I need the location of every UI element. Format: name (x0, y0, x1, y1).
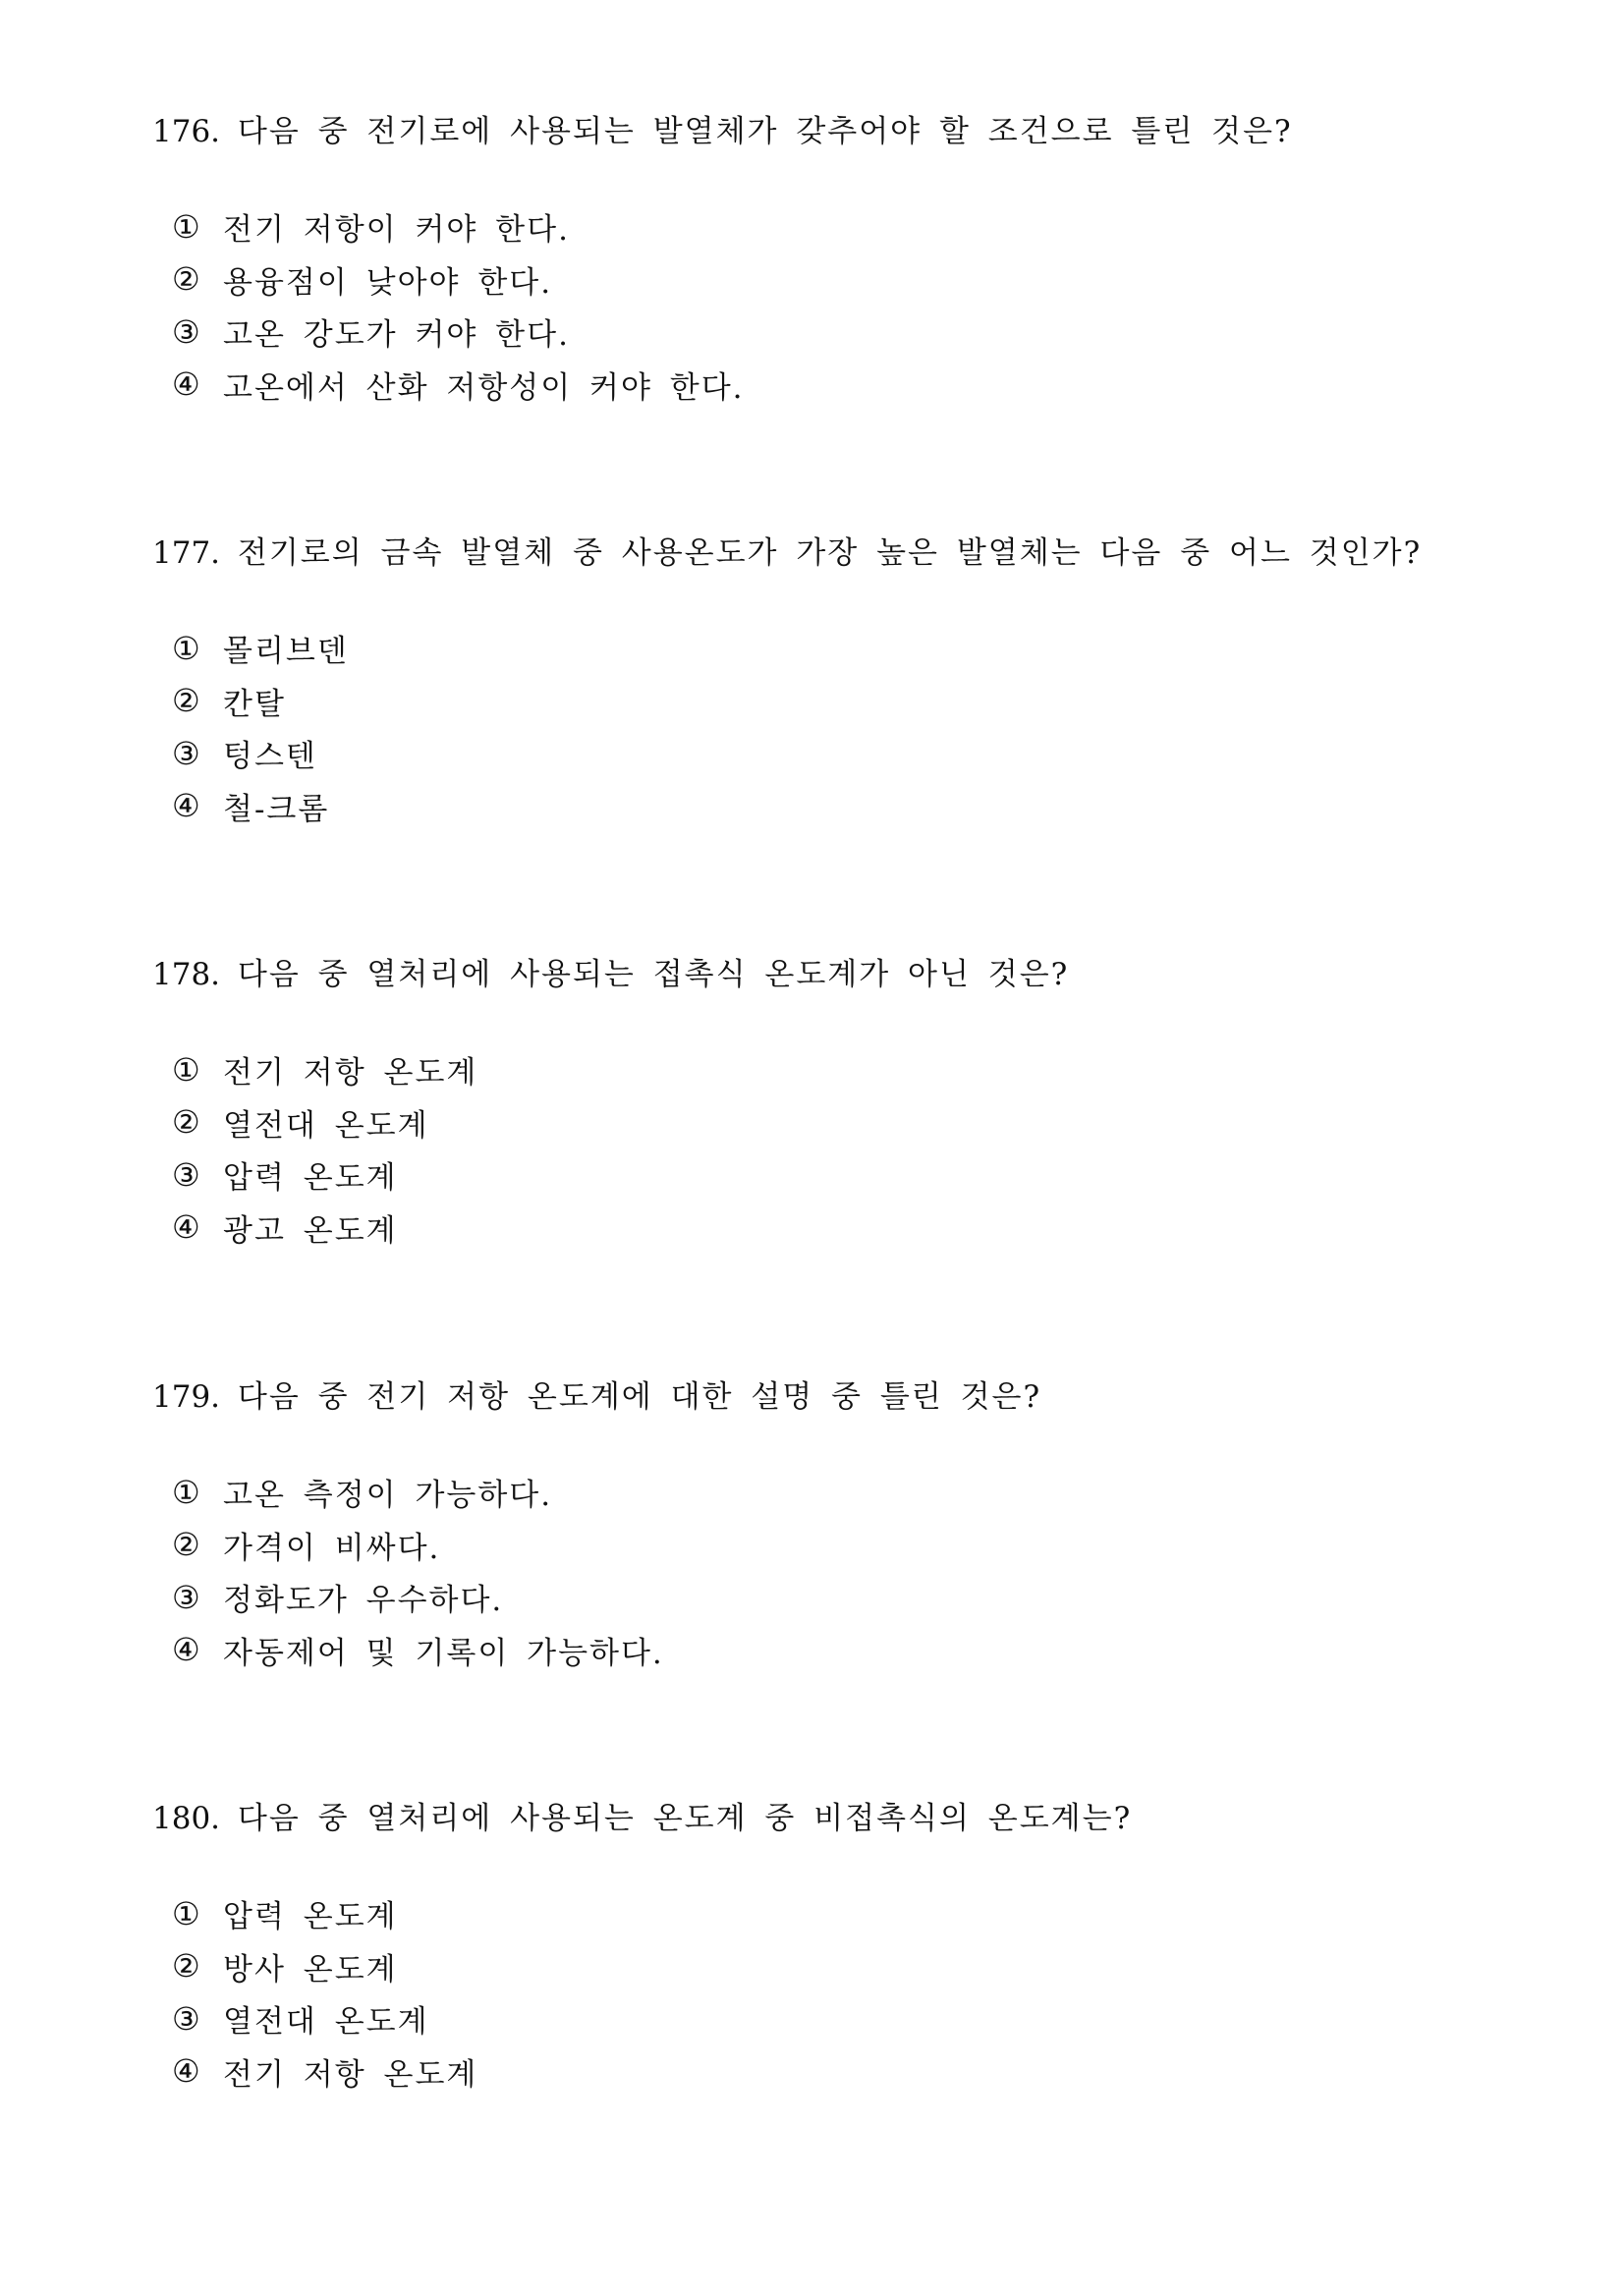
option-marker: ② (172, 682, 200, 720)
option-text: 몰리브덴 (223, 634, 349, 670)
question-180 (152, 1799, 1528, 2098)
option-marker: ③ (172, 734, 200, 772)
option-marker: ② (172, 1526, 200, 1564)
option-text: 전기 저항 온도계 (223, 2056, 478, 2093)
option-1 (172, 622, 1528, 675)
option-marker: ① (172, 629, 200, 667)
option-text: 철-크롬 (223, 791, 330, 827)
option-list (152, 1043, 1528, 1254)
option-text: 압력 온도계 (223, 1160, 398, 1197)
option-marker: ② (172, 1103, 200, 1142)
option-1 (172, 1043, 1528, 1096)
option-text: 고온 강도가 커야 한다. (223, 317, 570, 354)
question-text: 다음 중 전기 저항 온도계에 대한 설명 중 틀린 것은? (237, 1379, 1042, 1415)
question-text: 다음 중 열처리에 사용되는 접촉식 온도계가 아닌 것은? (237, 957, 1070, 992)
option-marker: ④ (172, 1208, 200, 1247)
question-stem (152, 955, 1528, 994)
option-text: 열전대 온도계 (223, 1107, 429, 1144)
question-stem (152, 1377, 1528, 1417)
question-177 (152, 533, 1528, 832)
option-marker: ④ (172, 365, 200, 404)
option-marker: ③ (172, 1999, 200, 2038)
option-4 (172, 780, 1528, 833)
option-list (152, 200, 1528, 411)
question-text: 다음 중 전기로에 사용되는 발열체가 갖추어야 할 조건으로 틀린 것은? (237, 114, 1293, 149)
option-text: 텅스텐 (223, 739, 317, 775)
option-text: 고온에서 산화 저항성이 커야 한다. (223, 369, 745, 406)
option-3 (172, 1148, 1528, 1202)
option-text: 용융점이 낮아야 한다. (223, 264, 553, 301)
option-marker: ① (172, 207, 200, 246)
question-176 (152, 112, 1528, 411)
option-text: 방사 온도계 (223, 1951, 398, 1988)
option-1 (172, 200, 1528, 253)
question-stem (152, 533, 1528, 573)
option-list (152, 1887, 1528, 2098)
question-number: 179. (152, 1379, 221, 1415)
option-1 (172, 1887, 1528, 1940)
option-3 (172, 306, 1528, 359)
option-text: 전기 저항 온도계 (223, 1055, 478, 1092)
option-4 (172, 1202, 1528, 1255)
option-text: 광고 온도계 (223, 1212, 398, 1249)
option-text: 가격이 비싸다. (223, 1530, 441, 1566)
option-2 (172, 1096, 1528, 1149)
option-marker: ② (172, 1947, 200, 1986)
option-2 (172, 1940, 1528, 1993)
option-marker: ① (172, 1473, 200, 1511)
option-3 (172, 727, 1528, 780)
option-text: 자동제어 및 기록이 가능하다. (223, 1635, 664, 1671)
option-marker: ① (172, 1050, 200, 1089)
option-marker: ③ (172, 1578, 200, 1616)
question-number: 177. (152, 535, 221, 571)
option-text: 고온 측정이 가능하다. (223, 1478, 553, 1514)
question-text: 다음 중 열처리에 사용되는 온도계 중 비접촉식의 온도계는? (237, 1801, 1133, 1836)
option-list (152, 1466, 1528, 1676)
option-2 (172, 675, 1528, 728)
option-marker: ③ (172, 312, 200, 351)
option-text: 정화도가 우수하다. (223, 1583, 504, 1619)
question-stem (152, 112, 1528, 151)
option-list (152, 622, 1528, 832)
option-marker: ④ (172, 2052, 200, 2091)
option-marker: ③ (172, 1155, 200, 1194)
option-marker: ④ (172, 1631, 200, 1669)
question-number: 178. (152, 957, 221, 992)
question-number: 176. (152, 114, 221, 149)
option-4 (172, 2045, 1528, 2099)
option-marker: ④ (172, 787, 200, 825)
question-stem (152, 1799, 1528, 1838)
option-4 (172, 1624, 1528, 1677)
option-1 (172, 1466, 1528, 1519)
option-2 (172, 253, 1528, 307)
option-marker: ② (172, 260, 200, 299)
option-3 (172, 1992, 1528, 2045)
question-178 (152, 955, 1528, 1254)
option-3 (172, 1571, 1528, 1624)
option-2 (172, 1519, 1528, 1572)
option-text: 열전대 온도계 (223, 2004, 429, 2041)
question-text: 전기로의 금속 발열체 중 사용온도가 가장 높은 발열체는 다음 중 어느 것인가? (237, 535, 1423, 571)
option-text: 압력 온도계 (223, 1899, 398, 1935)
option-4 (172, 359, 1528, 412)
question-number: 180. (152, 1801, 221, 1836)
question-179 (152, 1377, 1528, 1676)
option-text: 전기 저항이 커야 한다. (223, 212, 570, 249)
option-marker: ① (172, 1894, 200, 1932)
option-text: 칸탈 (223, 686, 286, 722)
